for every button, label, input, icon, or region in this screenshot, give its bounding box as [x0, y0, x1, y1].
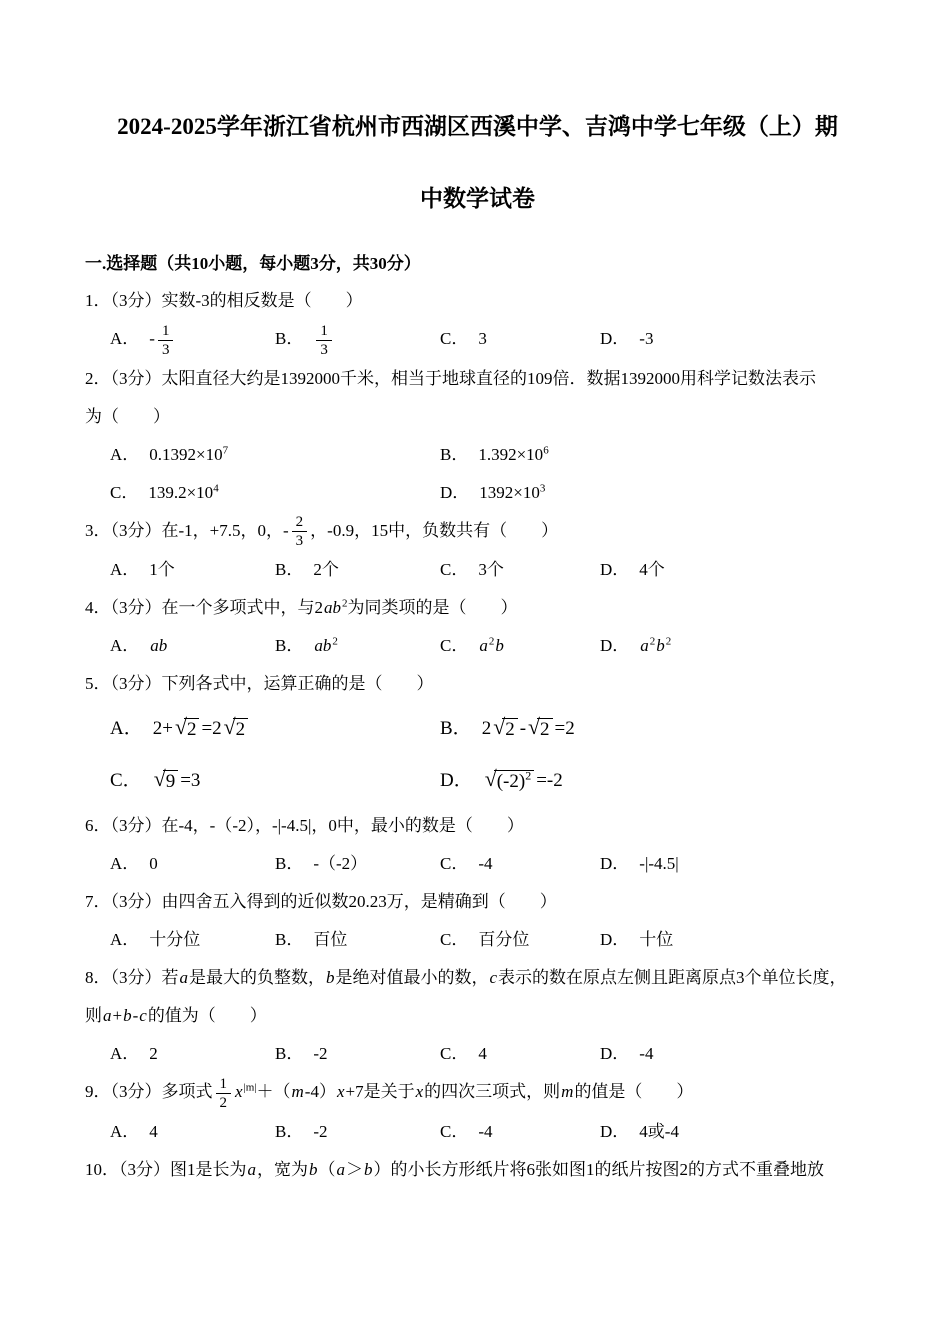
options-row: [110, 627, 870, 665]
text-run: -: [149, 329, 155, 348]
option-content: [149, 445, 228, 464]
option-content: [313, 322, 335, 358]
option-label: A．: [110, 854, 140, 874]
text-run: 百位: [313, 930, 348, 950]
option-content: [313, 1044, 327, 1063]
text-run: （: [318, 1159, 336, 1179]
fraction-denominator: 2: [219, 1094, 227, 1111]
option-C: [440, 320, 600, 360]
text-run: 139.2×10: [148, 482, 214, 502]
text-run: 2．（3分）太阳直径大约是1392000千米，相当于地球直径的109倍．数据1392000用科学记数法表示: [85, 368, 816, 388]
option-B: [275, 320, 440, 360]
option-content: [479, 483, 545, 502]
text-run: 4．（3分）在一个多项式中，与2: [85, 598, 323, 618]
superscript: |m|: [243, 1081, 257, 1094]
question-stem: [85, 1151, 870, 1189]
option-content: [313, 636, 338, 655]
option-B: [275, 1035, 440, 1073]
text-run: 3个: [478, 560, 504, 580]
option-content: [152, 715, 250, 741]
option-label: A．: [110, 444, 140, 464]
option-label: C．: [440, 854, 469, 874]
option-content: [149, 1122, 158, 1141]
text-run: 2: [481, 718, 492, 740]
text-run: 的值为（ ）: [147, 1006, 267, 1026]
option-content: [481, 715, 575, 741]
option-content: [149, 322, 176, 358]
question-stem: [85, 1073, 870, 1113]
question-4: [85, 589, 870, 665]
fraction: [316, 323, 332, 358]
question-stem: [85, 360, 870, 398]
option-content: [313, 854, 367, 873]
option-label: B．: [275, 854, 304, 874]
option-content: [149, 1044, 158, 1063]
fraction: [158, 323, 174, 358]
option-label: D．: [440, 482, 470, 502]
option-content: [313, 560, 339, 579]
question-9: [85, 1073, 870, 1151]
math-variable: m: [561, 1082, 574, 1102]
option-label: A．: [110, 718, 143, 740]
option-A: [110, 1035, 275, 1073]
fraction-denominator: 3: [295, 533, 304, 550]
option-C: [440, 921, 600, 959]
text-run: 2: [505, 719, 515, 741]
option-content: [478, 636, 505, 655]
options-row: [110, 703, 870, 755]
radical-sign-icon: √: [153, 767, 166, 792]
option-D: [440, 755, 870, 807]
text-run: (-2): [496, 771, 526, 793]
option-label: B．: [275, 1044, 304, 1064]
option-content: [149, 636, 168, 655]
option-B: [275, 921, 440, 959]
option-A: [110, 1113, 275, 1151]
option-content: [478, 854, 492, 873]
radical-sign-icon: √: [174, 715, 187, 740]
math-variable: a: [103, 1006, 112, 1026]
fraction-numerator: 1: [216, 1076, 232, 1094]
text-run: 1.392×10: [478, 444, 544, 464]
option-label: A．: [110, 329, 140, 348]
options-row: [110, 755, 870, 807]
option-label: D．: [600, 930, 630, 950]
question-7: [85, 883, 870, 959]
option-label: C．: [440, 1044, 469, 1064]
square-root: [485, 755, 534, 807]
option-A: [110, 845, 275, 883]
text-run: 为同类项的是（ ）: [347, 598, 518, 618]
option-label: C．: [440, 329, 469, 348]
square-root: [528, 703, 553, 755]
option-B: [275, 845, 440, 883]
math-variable: x: [336, 1082, 345, 1102]
math-variable: a: [179, 968, 188, 988]
options-row: [110, 551, 870, 589]
radical-sign-icon: √: [493, 715, 506, 740]
option-B: [275, 551, 440, 589]
text-run: -: [132, 1006, 139, 1026]
option-B: [275, 627, 440, 665]
square-root: [224, 703, 249, 755]
option-A: [110, 551, 275, 589]
option-C: [110, 474, 440, 512]
option-C: [440, 1035, 600, 1073]
option-label: C．: [440, 636, 469, 656]
math-variable: b: [309, 1159, 318, 1179]
text-run: 则: [85, 1006, 102, 1026]
options-row: [110, 845, 870, 883]
option-label: B．: [275, 636, 304, 656]
text-run: 2个: [313, 560, 339, 580]
option-label: C．: [440, 560, 469, 580]
question-5: [85, 665, 870, 807]
text-run: -: [519, 718, 527, 740]
option-label: B．: [440, 718, 472, 740]
text-run: =2: [554, 718, 575, 740]
text-run: 表示的数在原点左侧且距离原点3个单位长度，: [498, 968, 847, 988]
option-label: D．: [600, 329, 630, 348]
square-root: [175, 703, 200, 755]
option-label: A．: [110, 636, 140, 656]
option-content: [478, 1044, 487, 1063]
text-run: 2: [186, 719, 197, 741]
exam-title-line1: 2024-2025学年浙江省杭州市西湖区西溪中学、吉鸿中学七年级（上）期: [117, 114, 838, 139]
option-D: [600, 551, 870, 589]
text-run: -4）: [304, 1082, 336, 1102]
option-content: [639, 930, 673, 949]
fraction-numerator: 2: [292, 514, 308, 532]
option-content: [483, 767, 563, 793]
fraction-numerator: 1: [316, 323, 332, 341]
option-A: [110, 703, 440, 755]
options-row: [110, 1035, 870, 1073]
option-B: [440, 703, 870, 755]
text-run: 2: [540, 719, 550, 741]
options-row: [110, 436, 870, 474]
option-label: D．: [600, 854, 630, 874]
option-content: [639, 1044, 653, 1063]
option-label: D．: [440, 770, 473, 792]
option-label: A．: [110, 1121, 140, 1141]
options-row: [110, 921, 870, 959]
math-variable: b: [123, 1006, 132, 1026]
option-A: [110, 627, 275, 665]
question-stem: [85, 883, 870, 921]
option-content: [639, 1122, 679, 1141]
text-run: -4: [639, 1044, 654, 1064]
option-content: [639, 636, 671, 655]
option-D: [600, 921, 870, 959]
option-content: [149, 560, 175, 579]
options-row: [110, 320, 870, 360]
math-variable: c: [139, 1006, 147, 1026]
text-run: 百分位: [478, 930, 530, 950]
option-content: [478, 1122, 492, 1141]
fraction-denominator: 3: [320, 341, 328, 358]
text-run: -4: [478, 1121, 493, 1141]
text-run: 1．（3分）实数-3的相反数是（ ）: [85, 291, 363, 310]
text-run: -（-2）: [313, 854, 368, 874]
option-content: [478, 445, 548, 464]
option-D: [600, 627, 870, 665]
option-C: [440, 1113, 600, 1151]
option-label: B．: [275, 329, 304, 348]
question-stem: [85, 807, 870, 845]
math-variable: x: [235, 1082, 243, 1102]
text-run: 为（ ）: [85, 406, 170, 426]
option-content: [478, 930, 529, 949]
option-label: C．: [440, 1121, 469, 1141]
text-run: 3．（3分）在-1，+7.5，0，: [85, 520, 283, 540]
option-C: [440, 627, 600, 665]
question-stem: [85, 997, 870, 1035]
option-D: [600, 1035, 870, 1073]
fraction: [292, 514, 308, 549]
option-content: [313, 930, 347, 949]
superscript: 2: [665, 635, 672, 648]
text-run: 的四次三项式，则: [424, 1082, 561, 1102]
option-content: [639, 560, 665, 579]
text-run: 是最大的负整数，: [189, 968, 325, 988]
option-C: [110, 755, 440, 807]
text-run: 4个: [639, 560, 665, 580]
question-stem: [85, 665, 870, 703]
radical-sign-icon: √: [528, 715, 541, 740]
text-run: =2: [201, 718, 222, 740]
text-run: 0: [149, 854, 158, 874]
fraction-numerator: 1: [158, 323, 174, 341]
question-stem: [85, 959, 870, 997]
exam-title-line2: 中数学试卷: [420, 186, 535, 211]
option-C: [440, 845, 600, 883]
question-10: [85, 1151, 870, 1189]
option-content: [149, 854, 158, 873]
option-label: B．: [275, 930, 304, 950]
math-variable: b: [656, 636, 665, 656]
option-A: [110, 921, 275, 959]
text-run: 7．（3分）由四舍五入得到的近似数20.23万，是精确到（ ）: [85, 892, 557, 912]
option-label: D．: [600, 1044, 630, 1064]
math-variable: c: [489, 968, 498, 988]
option-label: C．: [110, 770, 142, 792]
superscript: 3: [539, 481, 546, 494]
text-run: 2: [149, 1044, 158, 1064]
option-label: C．: [440, 930, 469, 950]
text-run: 的值是（ ）: [574, 1082, 694, 1102]
option-A: [110, 320, 275, 360]
math-variable: b: [495, 636, 504, 656]
option-content: [639, 854, 678, 873]
math-variable: ab: [324, 598, 341, 618]
superscript: 2: [342, 597, 348, 610]
questions: [85, 282, 870, 1189]
text-run: 2+: [152, 718, 173, 740]
text-run: 4: [149, 1121, 158, 1141]
superscript: 2: [525, 768, 532, 783]
option-label: A．: [110, 930, 140, 950]
text-run: 4: [478, 1044, 487, 1064]
math-variable: x: [415, 1082, 424, 1102]
text-run: -2: [313, 1121, 328, 1141]
radicand: [494, 770, 534, 793]
square-root: [154, 755, 179, 807]
superscript: 6: [543, 443, 549, 456]
option-label: D．: [600, 636, 630, 656]
option-content: [478, 560, 504, 579]
text-run: -: [283, 520, 289, 540]
math-variable: a: [247, 1159, 256, 1179]
option-D: [600, 845, 870, 883]
options-row: [110, 474, 870, 512]
option-label: A．: [110, 1044, 140, 1064]
option-D: [440, 474, 870, 512]
option-content: [148, 483, 218, 502]
text-run: 3: [478, 329, 487, 348]
math-variable: b: [364, 1159, 373, 1179]
text-run: -|-4.5|: [639, 854, 679, 874]
option-A: [110, 436, 440, 474]
text-run: 5．（3分）下列各式中，运算正确的是（ ）: [85, 674, 434, 694]
text-run: 8．（3分）若: [85, 968, 179, 988]
superscript: 2: [332, 635, 338, 648]
fraction: [216, 1076, 232, 1111]
option-label: A．: [110, 560, 140, 580]
question-stem: [85, 398, 870, 436]
text-run: -2: [313, 1044, 328, 1064]
text-run: 0.1392×10: [149, 444, 223, 464]
text-run: ＋（: [256, 1082, 291, 1102]
options-row: [110, 1113, 870, 1151]
text-run: +: [112, 1006, 123, 1026]
section-heading: 一.选择题（共10小题，每小题3分，共30分）: [85, 254, 421, 273]
text-run: +7是关于: [345, 1082, 415, 1102]
question-8: [85, 959, 870, 1073]
text-run: 9: [165, 771, 176, 793]
text-run: =3: [180, 770, 201, 792]
square-root: [493, 703, 518, 755]
superscript: 2: [649, 635, 656, 648]
option-content: [478, 329, 487, 348]
math-variable: a: [479, 636, 488, 656]
text-run: 9．（3分）多项式: [85, 1082, 213, 1102]
question-stem: [85, 589, 870, 627]
superscript: 4: [213, 481, 219, 494]
math-variable: m: [291, 1082, 304, 1102]
text-run: ）的小长方形纸片将6张如图1的纸片按图2的方式不重叠地放: [373, 1159, 824, 1179]
option-C: [440, 551, 600, 589]
option-content: [149, 930, 200, 949]
superscript: 7: [222, 443, 229, 456]
text-run: 1392×10: [479, 482, 540, 502]
option-label: B．: [275, 1121, 304, 1141]
text-run: 6．（3分）在-4，-（-2），-|-4.5|，0中，最小的数是（ ）: [85, 816, 524, 836]
radical-sign-icon: √: [484, 767, 497, 792]
question-3: [85, 512, 870, 590]
text-run: 2: [235, 719, 246, 741]
option-B: [275, 1113, 440, 1151]
exam-title: [85, 112, 870, 214]
text-run: -4: [478, 854, 493, 874]
radical-sign-icon: √: [223, 715, 236, 740]
option-content: [313, 1122, 327, 1141]
text-run: 1个: [149, 560, 175, 580]
text-run: 十分位: [149, 930, 201, 950]
question-stem: [85, 512, 870, 552]
fraction-denominator: 3: [161, 341, 170, 358]
option-D: [600, 320, 870, 360]
math-variable: ab: [150, 636, 168, 656]
text-run: =-2: [536, 770, 563, 792]
question-stem: [85, 282, 870, 320]
option-label: B．: [440, 444, 469, 464]
option-B: [440, 436, 870, 474]
math-variable: a: [336, 1159, 345, 1179]
superscript: 2: [488, 635, 495, 648]
question-6: [85, 807, 870, 883]
option-D: [600, 1113, 870, 1151]
text-run: ，-0.9，15中，负数共有（ ）: [310, 520, 559, 540]
text-run: ，宽为: [257, 1159, 308, 1179]
text-run: 十位: [639, 930, 674, 950]
option-content: [639, 329, 653, 348]
question-1: [85, 282, 870, 360]
option-content: [152, 767, 201, 793]
math-variable: ab: [314, 636, 332, 656]
text-run: 是绝对值最小的数，: [335, 968, 489, 988]
question-2: [85, 360, 870, 512]
text-run: 10．（3分）图1是长为: [85, 1159, 247, 1179]
option-label: B．: [275, 560, 304, 580]
option-label: D．: [600, 1121, 630, 1141]
text-run: -3: [639, 329, 654, 348]
text-run: 4或-4: [639, 1121, 679, 1141]
math-variable: a: [640, 636, 649, 656]
math-variable: b: [326, 968, 335, 988]
option-label: D．: [600, 560, 630, 580]
option-label: C．: [110, 482, 139, 502]
text-run: ＞: [346, 1159, 363, 1179]
